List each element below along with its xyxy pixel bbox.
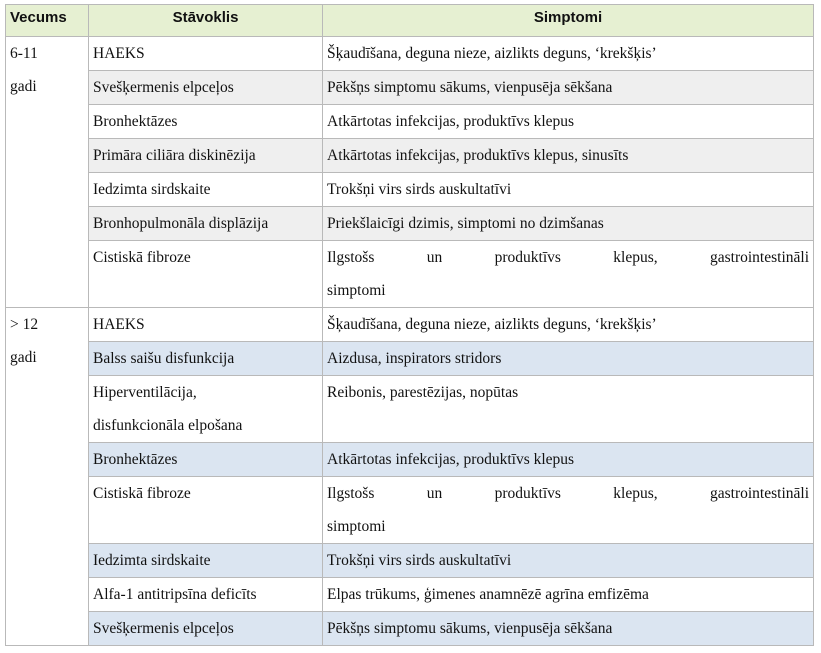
symptoms-cell: Trokšņi virs sirds auskultatīvi bbox=[323, 173, 814, 207]
state-cell: Bronhektāzes bbox=[89, 443, 323, 477]
age-unit: gadi bbox=[10, 349, 37, 366]
state-cell: Balss saišu disfunkcija bbox=[89, 342, 323, 376]
state-cell: Bronhopulmonāla displāzija bbox=[89, 207, 323, 241]
state-cell: Bronhektāzes bbox=[89, 105, 323, 139]
symptoms-cell bbox=[323, 241, 814, 308]
table-row bbox=[6, 578, 814, 612]
header-symptoms: Simptomi bbox=[323, 5, 814, 37]
table-row bbox=[6, 342, 814, 376]
state-cell: HAEKS bbox=[89, 37, 323, 71]
table-row bbox=[6, 376, 814, 443]
symptoms-line: Ilgstošs un produktīvs klepus, gastrointestināli bbox=[327, 249, 809, 266]
age-cell bbox=[6, 308, 89, 646]
state-cell: Alfa-1 antitripsīna deficīts bbox=[89, 578, 323, 612]
state-line: disfunkcionāla elpošana bbox=[93, 417, 243, 434]
age-unit: gadi bbox=[10, 78, 37, 95]
symptoms-line: simptomi bbox=[327, 518, 386, 535]
symptoms-cell: Pēkšņs simptomu sākums, vienpusēja sēkšana bbox=[323, 71, 814, 105]
table-row bbox=[6, 71, 814, 105]
table-row bbox=[6, 477, 814, 544]
table-row bbox=[6, 308, 814, 342]
state-cell: HAEKS bbox=[89, 308, 323, 342]
header-age: Vecums bbox=[6, 5, 89, 37]
symptoms-cell: Šķaudīšana, deguna nieze, aizlikts deguns, ‘krekšķis’ bbox=[323, 37, 814, 71]
symptoms-cell bbox=[323, 477, 814, 544]
state-cell: Iedzimta sirdskaite bbox=[89, 544, 323, 578]
state-cell: Iedzimta sirdskaite bbox=[89, 173, 323, 207]
state-cell: Svešķermenis elpceļos bbox=[89, 612, 323, 646]
table-row bbox=[6, 612, 814, 646]
table-row bbox=[6, 443, 814, 477]
state-cell bbox=[89, 376, 323, 443]
symptoms-cell: Atkārtotas infekcijas, produktīvs klepus bbox=[323, 443, 814, 477]
state-cell: Svešķermenis elpceļos bbox=[89, 71, 323, 105]
state-cell: Primāra ciliāra diskinēzija bbox=[89, 139, 323, 173]
symptoms-cell: Atkārtotas infekcijas, produktīvs klepus, sinusīts bbox=[323, 139, 814, 173]
table-row bbox=[6, 241, 814, 308]
symptoms-cell: Reibonis, parestēzijas, nopūtas bbox=[323, 376, 814, 443]
table-row bbox=[6, 139, 814, 173]
table-header-row bbox=[6, 5, 814, 37]
table-row bbox=[6, 544, 814, 578]
state-cell: Cistiskā fibroze bbox=[89, 477, 323, 544]
table-row bbox=[6, 37, 814, 71]
symptoms-cell: Šķaudīšana, deguna nieze, aizlikts deguns, ‘krekšķis’ bbox=[323, 308, 814, 342]
header-state: Stāvoklis bbox=[89, 5, 323, 37]
age-group-over-12 bbox=[6, 308, 814, 646]
table-row bbox=[6, 207, 814, 241]
symptoms-cell: Elpas trūkums, ģimenes anamnēzē agrīna emfizēma bbox=[323, 578, 814, 612]
state-line: Hiperventilācija, bbox=[93, 384, 197, 401]
symptoms-line: simptomi bbox=[327, 282, 386, 299]
age-cell bbox=[6, 37, 89, 308]
state-cell: Cistiskā fibroze bbox=[89, 241, 323, 308]
symptoms-line: Ilgstošs un produktīvs klepus, gastrointestināli bbox=[327, 485, 809, 502]
symptoms-cell: Aizdusa, inspirators stridors bbox=[323, 342, 814, 376]
age-range: 6-11 bbox=[10, 45, 38, 62]
symptoms-cell: Trokšņi virs sirds auskultatīvi bbox=[323, 544, 814, 578]
age-group-6-11 bbox=[6, 37, 814, 308]
table-row bbox=[6, 173, 814, 207]
symptoms-cell: Priekšlaicīgi dzimis, simptomi no dzimšanas bbox=[323, 207, 814, 241]
age-range: > 12 bbox=[10, 316, 39, 333]
table-row bbox=[6, 105, 814, 139]
symptoms-cell: Pēkšņs simptomu sākums, vienpusēja sēkšana bbox=[323, 612, 814, 646]
differential-diagnosis-table bbox=[5, 4, 814, 646]
symptoms-cell: Atkārtotas infekcijas, produktīvs klepus bbox=[323, 105, 814, 139]
